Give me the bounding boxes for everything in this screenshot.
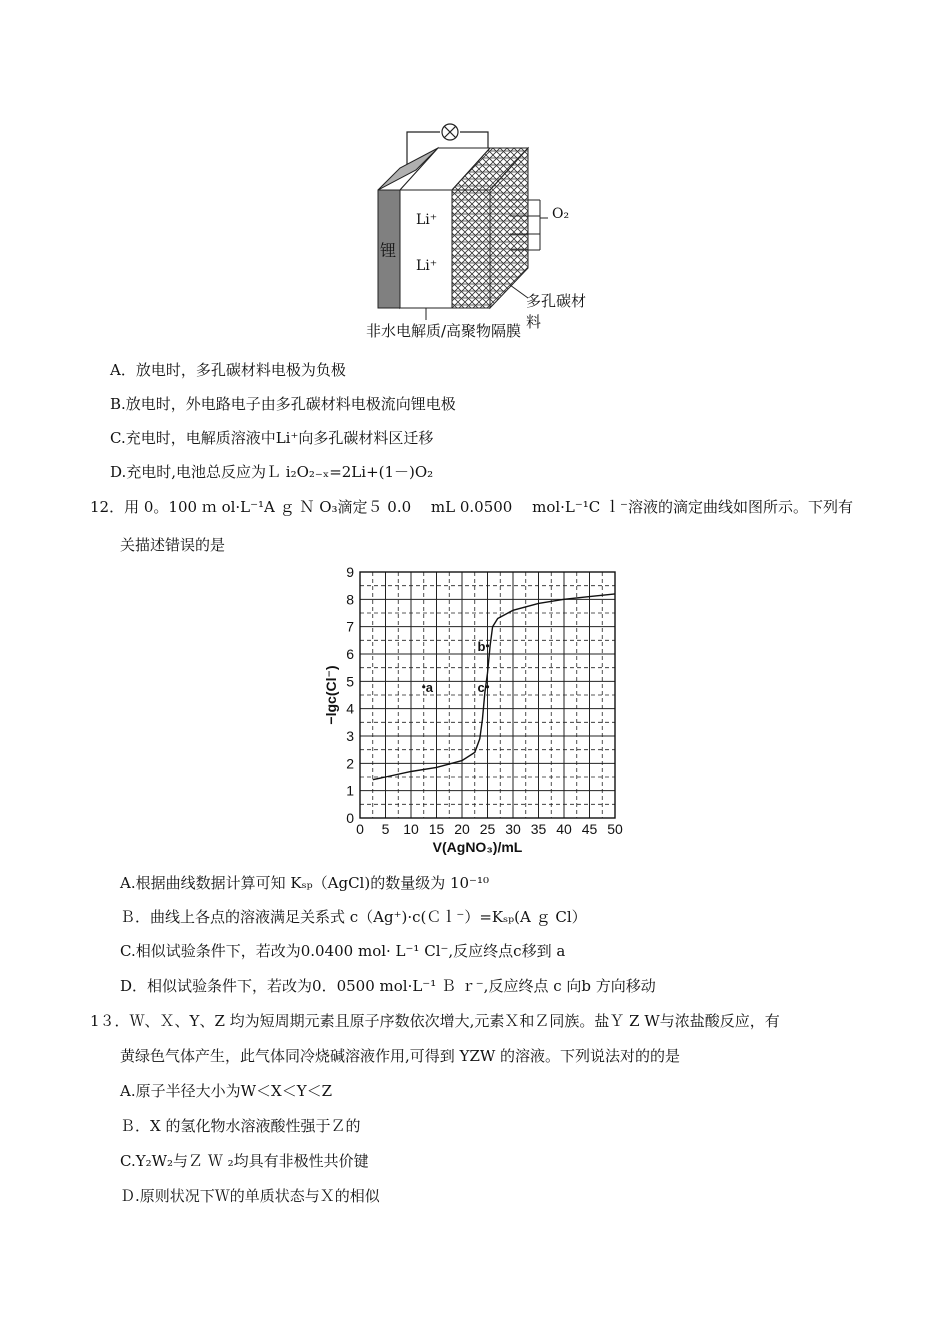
x-tick-label: 40 bbox=[556, 821, 572, 837]
y-tick-label: 6 bbox=[346, 646, 354, 662]
titration-curve bbox=[373, 594, 615, 780]
y-tick-label: 4 bbox=[346, 700, 354, 717]
x-tick-label: 20 bbox=[454, 821, 470, 837]
y-tick-label: 8 bbox=[346, 591, 354, 608]
x-tick-label: 45 bbox=[581, 821, 598, 837]
q13-stem: 1３．Ｗ、Ｘ、Y、Z 均为短周期元素且原子序数依次增大,元素Ｘ和Ｚ同族。盐Ｙ Z W与浓盐酸反应，有 bbox=[90, 1012, 780, 1030]
li-ion-label-1: Li⁺ bbox=[416, 212, 438, 228]
q13-option-c: C.Y₂W₂与Ｚ Ｗ ₂均具有非极性共价键 bbox=[120, 1152, 369, 1170]
separator-caption: 非水电解质/高聚物隔膜 bbox=[366, 322, 522, 340]
q12-stem-cont: 关描述错误的是 bbox=[120, 536, 226, 554]
q12-stem: 12．用 0。100 ｍ ol·L⁻¹A ｇ Ｎ O₃滴定５ 0.0 mL 0.0500 mol·L⁻¹C ｌ⁻溶液的滴定曲线如图所示。下列有 bbox=[90, 498, 853, 516]
q13-option-a: A.原子半径大小为W＜X＜Y＜Z bbox=[120, 1082, 333, 1100]
q12-option-c: C.相似试验条件下，若改为0.0400 mol· L⁻¹ Cl⁻,反应终点c移到 a bbox=[120, 942, 566, 960]
q11-option-c: C.充电时，电解质溶液中Li⁺向多孔碳材料区迁移 bbox=[110, 429, 434, 447]
y-tick-label: 3 bbox=[346, 728, 354, 744]
y-tick-label: 1 bbox=[346, 782, 354, 799]
battery-diagram bbox=[360, 120, 600, 345]
porous-carbon-label: 多孔碳材料 bbox=[526, 292, 587, 331]
q12-option-a: A.根据曲线数据计算可知 Kₛₚ（AgCl)的数量级为 10⁻¹⁰ bbox=[120, 874, 489, 892]
point-b bbox=[486, 644, 489, 647]
lithium-label: 锂 bbox=[380, 241, 397, 260]
x-tick-label: 50 bbox=[607, 821, 623, 837]
x-tick-label: 25 bbox=[479, 821, 496, 837]
y-tick-label: 0 bbox=[346, 810, 354, 826]
q13-option-d: Ｄ.原则状况下Ｗ的单质状态与Ｘ的相似 bbox=[120, 1187, 380, 1205]
y-tick-label: 2 bbox=[346, 755, 354, 772]
x-tick-label: 10 bbox=[403, 821, 419, 837]
titration-chart bbox=[322, 560, 632, 860]
q12-option-b: Ｂ．曲线上各点的溶液满足关系式 c（Ag⁺)·c(Ｃｌ⁻）=Kₛₚ(A ｇ Cl） bbox=[120, 908, 587, 926]
o2-label: O₂ bbox=[552, 206, 570, 222]
y-tick-label: 9 bbox=[346, 564, 354, 580]
q12-option-d: D．相似试验条件下，若改为0．0500 mol·L⁻¹ Ｂ ｒ⁻,反应终点 c 向b 方向移动 bbox=[120, 977, 656, 995]
y-tick-label: 5 bbox=[346, 673, 354, 690]
point-c bbox=[486, 685, 489, 688]
point-label-a: a bbox=[425, 679, 433, 695]
x-axis-label: V(AgNO₃)/mL bbox=[432, 839, 523, 855]
q13-stem-cont: 黄绿色气体产生，此气体同冷烧碱溶液作用,可得到 YZW 的溶液。下列说法对的的是 bbox=[120, 1047, 681, 1065]
q11-option-a: A．放电时，多孔碳材料电极为负极 bbox=[110, 361, 346, 379]
x-tick-label: 35 bbox=[530, 821, 547, 837]
x-tick-label: 15 bbox=[428, 821, 445, 837]
q11-option-d: D.充电时,电池总反应为Ｌ i₂O₂₋ₓ=2Li+(1－)O₂ bbox=[110, 463, 434, 481]
q13-option-b: Ｂ．X 的氢化物水溶液酸性强于Ｚ的 bbox=[120, 1117, 361, 1135]
li-ion-label-2: Li⁺ bbox=[416, 258, 438, 274]
point-label-b: b bbox=[477, 638, 486, 654]
q11-option-b: B.放电时，外电路电子由多孔碳材料电极流向锂电极 bbox=[110, 395, 456, 413]
y-tick-label: 7 bbox=[346, 618, 354, 635]
x-tick-label: 5 bbox=[381, 821, 390, 837]
titration-chart-svg bbox=[322, 560, 632, 860]
point-label-c: c bbox=[477, 679, 485, 695]
x-tick-label: 30 bbox=[505, 821, 521, 837]
y-axis-label: −lgc(Cl⁻) bbox=[323, 665, 339, 725]
x-tick-label: 0 bbox=[356, 821, 364, 837]
